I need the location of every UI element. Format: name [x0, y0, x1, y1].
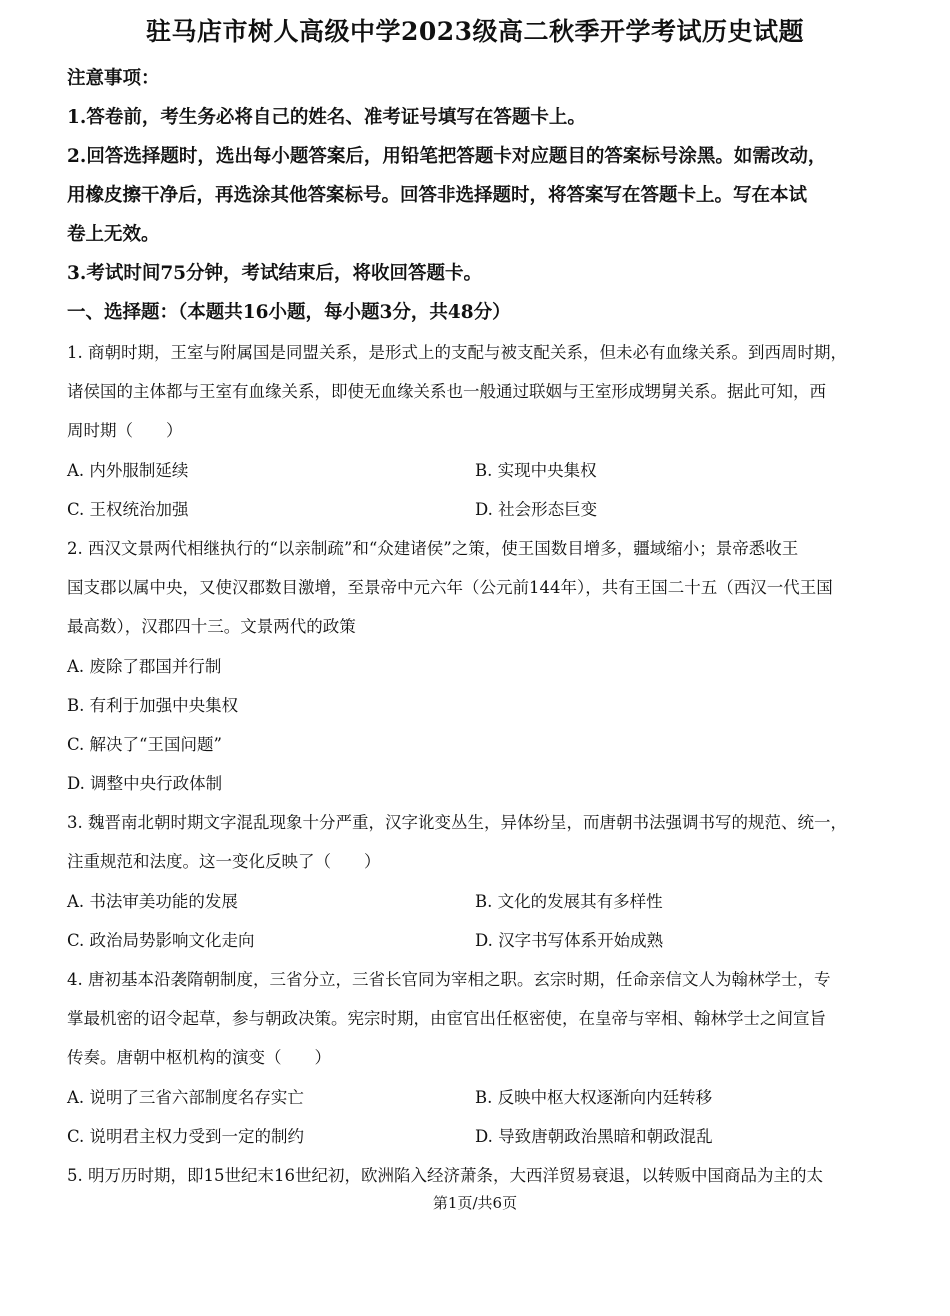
q1-line-2: 诸侯国的主体都与王室有血缘关系，即使无血缘关系也一般通过联姻与王室形成甥舅关系。据此可知，西 [67, 382, 826, 401]
q1-option-d: D. 社会形态巨变 [475, 500, 598, 519]
page-footer: 第1页/共6页 [432, 1194, 518, 1212]
notice-item-3: 3.考试时间75分钟，考试结束后，将收回答题卡。 [67, 263, 483, 284]
q1-line-3: 周时期（ ） [67, 421, 183, 440]
q3-line-1: 3. 魏晋南北朝时期文字混乱现象十分严重，汉字讹变丛生，异体纷呈，而唐朝书法强调书写的规范、统一， [67, 813, 847, 832]
q4-line-1: 4. 唐初基本沿袭隋朝制度，三省分立，三省长官同为宰相之职。玄宗时期，任命亲信文人为翰林学士，专 [67, 970, 831, 989]
q3-option-c: C. 政治局势影响文化走向 [67, 931, 255, 950]
q1-option-b: B. 实现中央集权 [475, 461, 597, 480]
q1-option-a: A. 内外服制延续 [67, 461, 189, 480]
notice-item-2-line-2: 用橡皮擦干净后，再选涂其他答案标号。回答非选择题时，将答案写在答题卡上。写在本试 [67, 185, 808, 206]
q2-line-2: 国支郡以属中央，又使汉郡数目激增，至景帝中元六年（公元前144年），共有王国二十五（西汉一代王国 [67, 578, 833, 597]
q3-option-b: B. 文化的发展其有多样性 [475, 892, 663, 911]
q2-line-1: 2. 西汉文景两代相继执行的“以亲制疏”和“众建诸侯”之策，使王国数目增多，疆域缩小；景帝悉收王 [67, 539, 799, 558]
q2-option-c: C. 解决了“王国问题” [67, 735, 222, 754]
q3-line-2: 注重规范和法度。这一变化反映了（ ） [67, 852, 381, 871]
q4-option-c: C. 说明君主权力受到一定的制约 [67, 1127, 305, 1146]
notice-item-2-line-1: 2.回答选择题时，选出每小题答案后，用铅笔把答题卡对应题目的答案标号涂黑。如需改动， [67, 146, 827, 167]
q4-option-b: B. 反映中枢大权逐渐向内廷转移 [475, 1088, 713, 1107]
q5-line-1: 5. 明万历时期，即15世纪末16世纪初，欧洲陷入经济萧条，大西洋贸易衰退，以转贩中国商品为主的太 [67, 1166, 823, 1185]
q2-line-3: 最高数），汉郡四十三。文景两代的政策 [67, 617, 356, 636]
notice-item-2-line-3: 卷上无效。 [67, 224, 160, 245]
q1-line-1: 1. 商朝时期，王室与附属国是同盟关系，是形式上的支配与被支配关系，但未必有血缘关系。到西周时期， [67, 343, 847, 362]
q4-line-3: 传奏。唐朝中枢机构的演变（ ） [67, 1048, 331, 1067]
q4-line-2: 掌最机密的诏令起草，参与朝政决策。宪宗时期，由宦官出任枢密使，在皇帝与宰相、翰林学士之间宣旨 [67, 1009, 826, 1028]
q3-option-d: D. 汉字书写体系开始成熟 [475, 931, 664, 950]
q2-option-b: B. 有利于加强中央集权 [67, 696, 239, 715]
notice-item-1: 1.答卷前，考生务必将自己的姓名、准考证号填写在答题卡上。 [67, 107, 586, 128]
q1-option-c: C. 王权统治加强 [67, 500, 189, 519]
q3-option-a: A. 书法审美功能的发展 [67, 892, 238, 911]
section-heading: 一、选择题：（本题共16小题，每小题3分，共48分） [67, 302, 511, 323]
notice-heading: 注意事项： [67, 68, 160, 89]
q4-option-d: D. 导致唐朝政治黑暗和朝政混乱 [475, 1127, 713, 1146]
exam-title: 驻马店市树人高级中学2023级高二秋季开学考试历史试题 [145, 17, 805, 46]
q2-option-a: A. 废除了郡国并行制 [67, 657, 222, 676]
q2-option-d: D. 调整中央行政体制 [67, 774, 223, 793]
q4-option-a: A. 说明了三省六部制度名存实亡 [67, 1088, 304, 1107]
